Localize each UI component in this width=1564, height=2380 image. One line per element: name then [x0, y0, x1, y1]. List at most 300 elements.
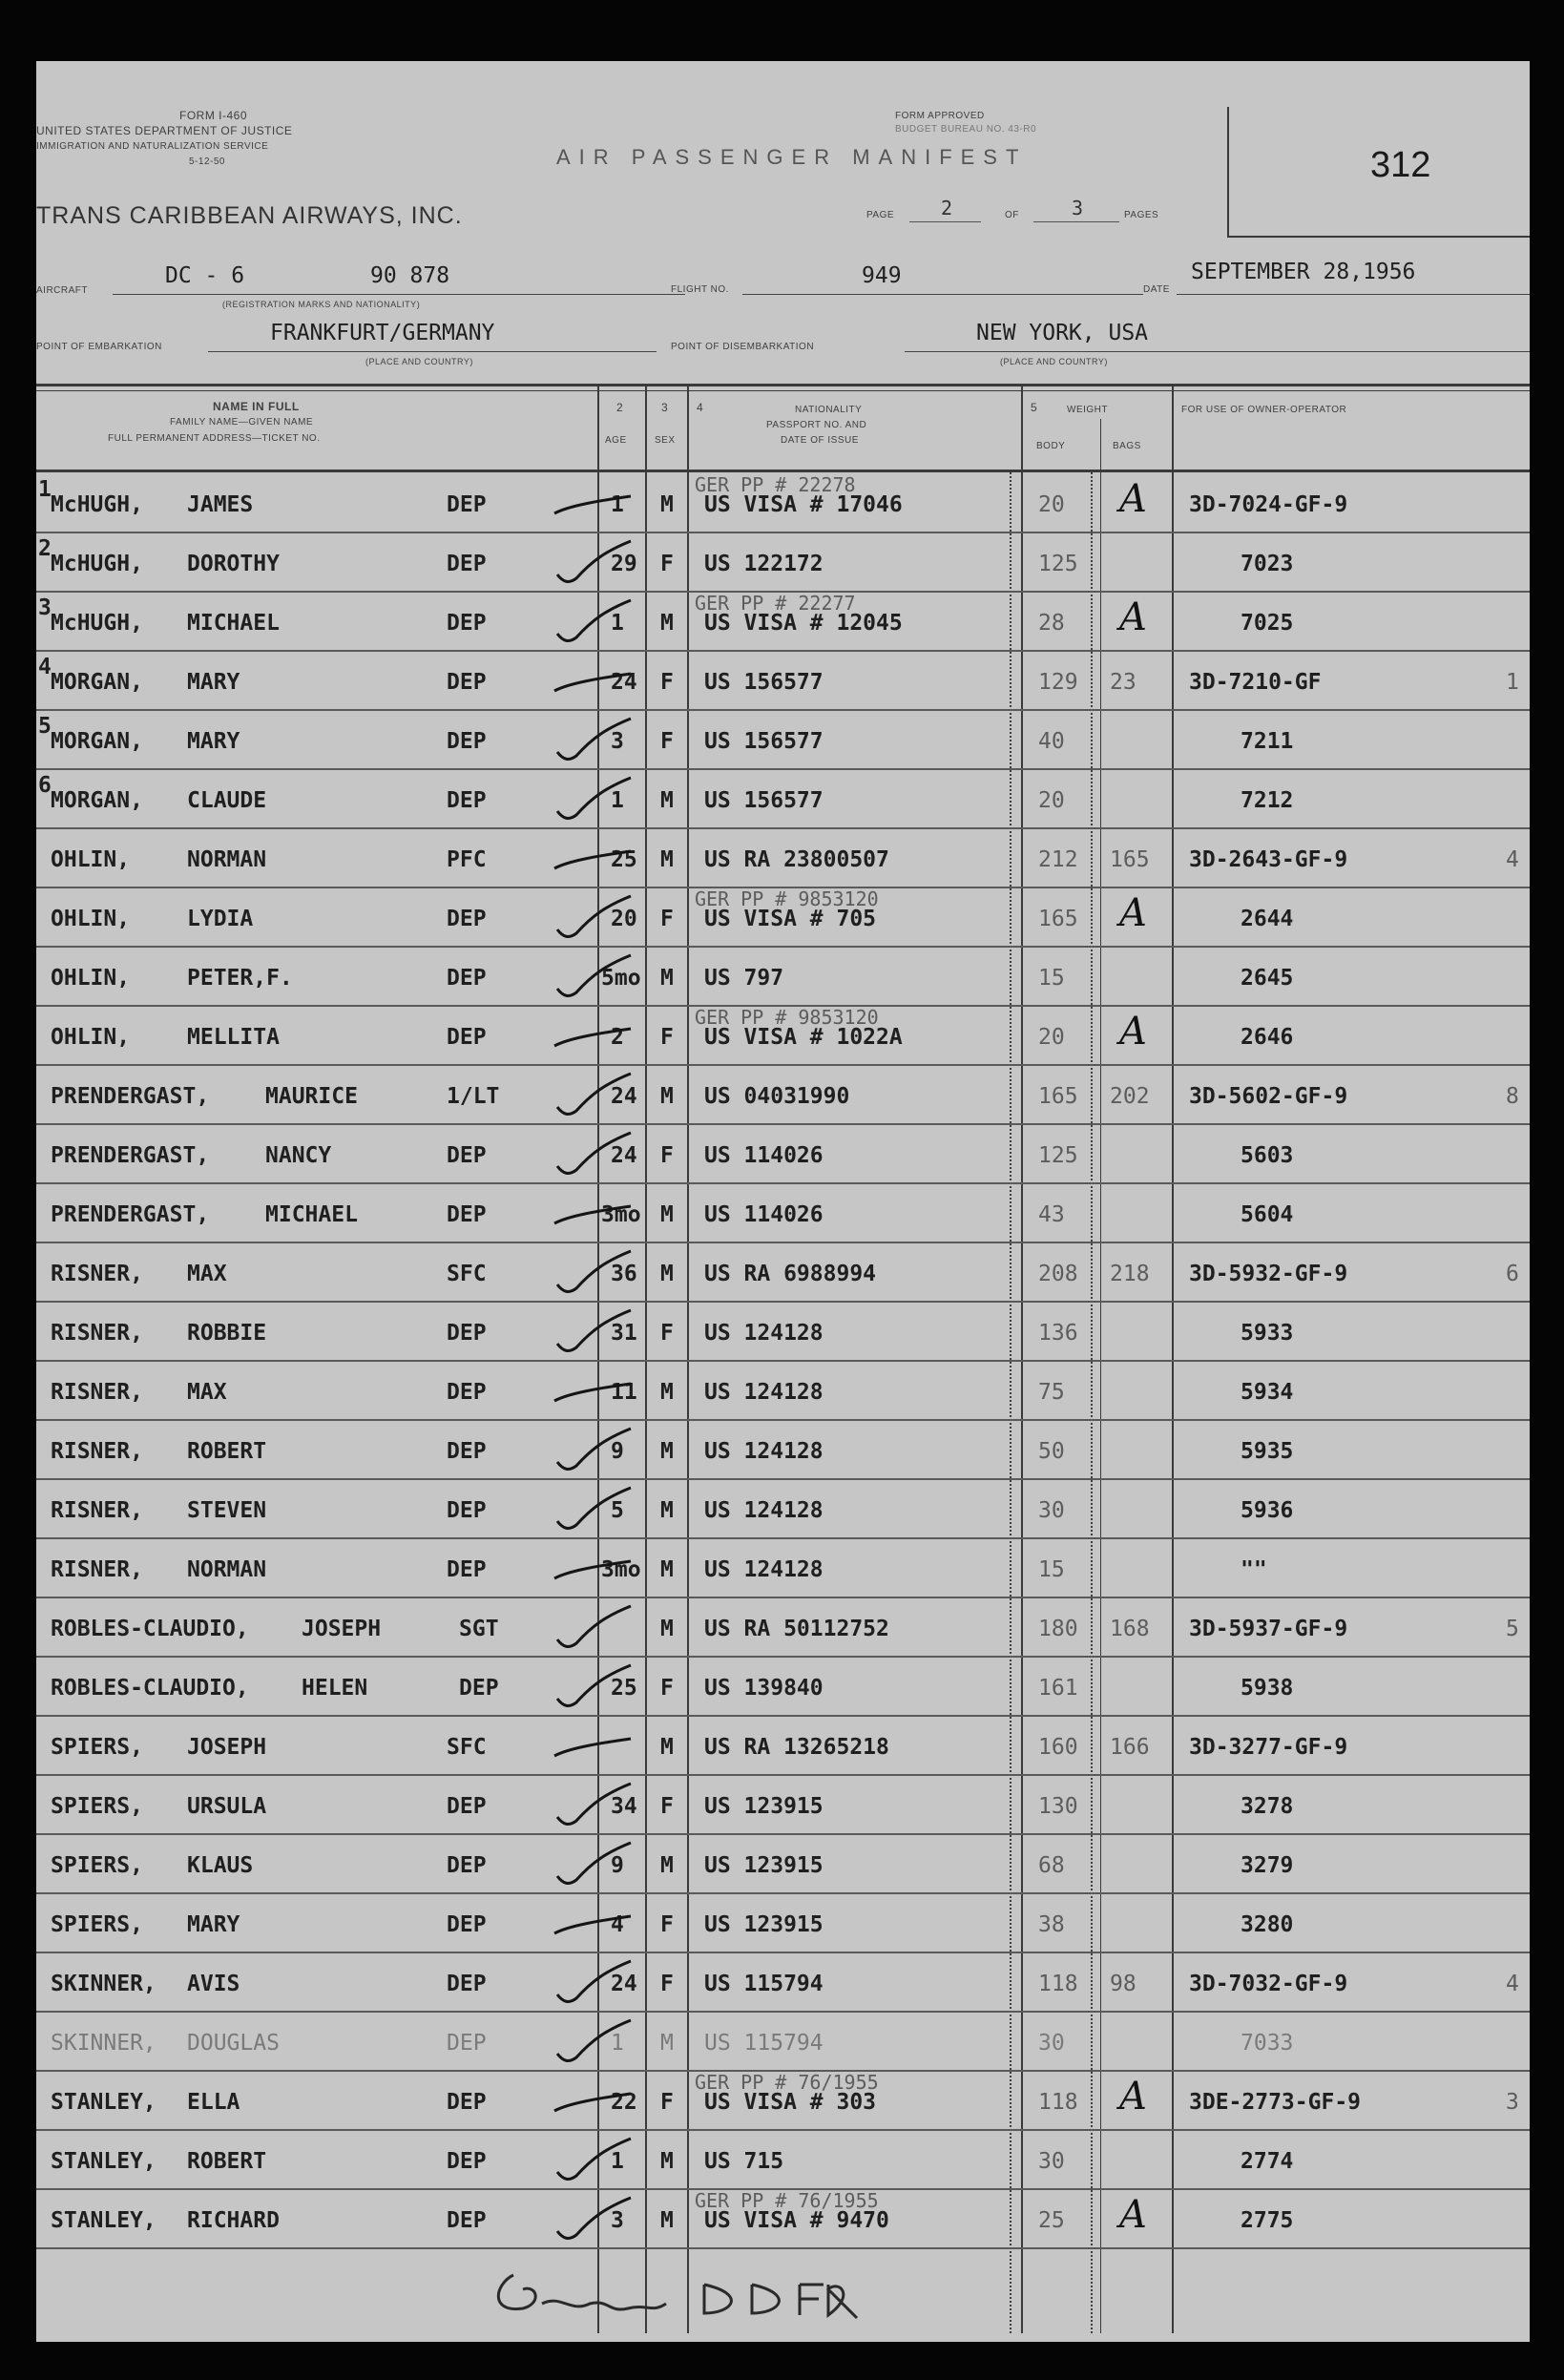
nationality-passport: US 156577 [704, 729, 824, 754]
age: 24 [611, 670, 637, 695]
sex: M [660, 1557, 674, 1582]
sex: M [660, 1262, 674, 1286]
owner-operator-ref: 7033 [1241, 2031, 1294, 2056]
body-weight: 118 [1038, 1972, 1078, 1996]
sex: M [660, 2031, 674, 2056]
passenger-category: DEP [447, 1321, 487, 1346]
passenger-category: 1/LT [447, 1084, 500, 1109]
body-weight: 212 [1038, 847, 1078, 872]
family-name: RISNER, [51, 1557, 143, 1582]
aircraft-value: DC - 6 [165, 263, 245, 288]
family-name: OHLIN, [51, 966, 131, 991]
nationality-passport: US RA 23800507 [704, 847, 889, 872]
body-weight: 165 [1038, 1084, 1078, 1109]
passenger-row [36, 1597, 1530, 1657]
passenger-category: SGT [459, 1617, 499, 1641]
passenger-category: DEP [447, 2090, 487, 2115]
passenger-row [36, 1242, 1530, 1302]
check-mark [550, 1305, 636, 1363]
passenger-row [36, 2189, 1530, 2248]
owner-operator-ref: 5604 [1241, 1202, 1294, 1227]
pages-label: PAGES [1124, 210, 1159, 220]
sex: M [660, 1380, 674, 1405]
passenger-row [36, 1302, 1530, 1361]
passenger-category: DEP [447, 788, 487, 813]
bag-count: 1 [1506, 670, 1519, 695]
family-name: McHUGH, [51, 611, 143, 636]
age: 24 [611, 1084, 637, 1109]
sex: M [660, 2208, 674, 2233]
manifest-sheet [36, 61, 1530, 2342]
passenger-category: DEP [447, 2149, 487, 2174]
nationality-passport: US 124128 [704, 1380, 824, 1405]
nationality-passport: US VISA # 1022A [704, 1025, 903, 1050]
given-name: PETER,F. [187, 966, 293, 991]
owner-operator-ref: 5934 [1241, 1380, 1294, 1405]
passenger-row [36, 1065, 1530, 1124]
family-name: SPIERS, [51, 1794, 143, 1819]
body-weight: 160 [1038, 1735, 1078, 1760]
given-name: NORMAN [187, 1557, 267, 1582]
passport-line: GER PP # 9853120 [695, 1006, 879, 1029]
passenger-category: DEP [447, 1202, 487, 1227]
passenger-row [36, 947, 1530, 1006]
nationality-passport: US 122172 [704, 552, 824, 576]
bag-count: 8 [1506, 1084, 1519, 1109]
age: 1 [611, 788, 624, 813]
passenger-row [36, 651, 1530, 710]
check-mark [550, 1483, 636, 1540]
owner-operator-ref: 3280 [1241, 1912, 1294, 1937]
sex: F [660, 1321, 674, 1346]
disembarkation-caption: (PLACE AND COUNTRY) [1000, 357, 1108, 366]
sex: F [660, 1972, 674, 1996]
body-weight: 20 [1038, 1025, 1065, 1050]
bag-count: 4 [1506, 1972, 1519, 1996]
passenger-row [36, 1716, 1530, 1775]
check-mark [550, 595, 636, 653]
passenger-category: DEP [447, 1498, 487, 1523]
row-divider [36, 2247, 1530, 2249]
col6-label: FOR USE OF OWNER-OPERATOR [1181, 405, 1347, 415]
passenger-row [36, 473, 1530, 532]
passenger-row [36, 828, 1530, 887]
check-mark [550, 2015, 636, 2073]
col5-body: BODY [1036, 441, 1066, 451]
registration-value: 90 878 [370, 263, 450, 288]
check-mark [550, 1897, 636, 1954]
check-mark [550, 1010, 636, 1067]
nationality-passport: US 797 [704, 966, 784, 991]
nationality-passport: US 139840 [704, 1676, 824, 1701]
passenger-category: DEP [459, 1676, 499, 1701]
owner-operator-ref: 7212 [1241, 788, 1294, 813]
sex: M [660, 492, 674, 517]
col4-line1: NATIONALITY [795, 405, 863, 415]
check-mark [550, 773, 636, 830]
check-mark [550, 1069, 636, 1126]
passenger-row [36, 1183, 1530, 1242]
family-name: RISNER, [51, 1439, 143, 1464]
col3-label: SEX [655, 435, 676, 446]
family-name: RISNER, [51, 1262, 143, 1286]
passenger-row [36, 1952, 1530, 2012]
bags-weight: 165 [1110, 847, 1150, 872]
owner-operator-ref: 7025 [1241, 611, 1294, 636]
age: 36 [611, 1262, 637, 1286]
body-weight: 43 [1038, 1202, 1065, 1227]
nationality-passport: US 124128 [704, 1498, 824, 1523]
age: 22 [611, 2090, 637, 2115]
flight-label: FLIGHT NO. [671, 284, 729, 295]
given-name: ELLA [187, 2090, 240, 2115]
sex: F [660, 670, 674, 695]
body-weight: 180 [1038, 1617, 1078, 1641]
sex: M [660, 1202, 674, 1227]
family-name: MORGAN, [51, 788, 143, 813]
col4-line3: DATE OF ISSUE [781, 435, 859, 446]
passport-line: GER PP # 76/1955 [695, 2071, 879, 2094]
age: 5mo [601, 966, 641, 991]
flight-value: 949 [862, 263, 902, 288]
bags-weight: 168 [1110, 1617, 1150, 1641]
owner-operator-ref: 3D-2643-GF-9 [1189, 847, 1348, 872]
given-name: URSULA [187, 1794, 267, 1819]
handwritten-a-mark: A [1119, 477, 1147, 521]
body-weight: 15 [1038, 1557, 1065, 1582]
given-name: CLAUDE [187, 788, 267, 813]
manifest-title: AIR PASSENGER MANIFEST [556, 145, 1028, 169]
age: 3 [611, 729, 624, 754]
age: 3mo [601, 1557, 641, 1582]
age: 4 [611, 1912, 624, 1937]
age: 34 [611, 1794, 637, 1819]
passenger-row [36, 1361, 1530, 1420]
given-name: STEVEN [187, 1498, 267, 1523]
handwritten-a-mark: A [1119, 2075, 1147, 2119]
body-weight: 15 [1038, 966, 1065, 991]
age: 5 [611, 1498, 624, 1523]
form-date: 5-12-50 [189, 157, 225, 167]
disembarkation-value: NEW YORK, USA [976, 321, 1149, 345]
owner-operator-ref: 3D-5602-GF-9 [1189, 1084, 1348, 1109]
age: 3 [611, 2208, 624, 2233]
passenger-row [36, 2012, 1530, 2071]
body-weight: 129 [1038, 670, 1078, 695]
nationality-passport: US 114026 [704, 1143, 824, 1168]
registration-caption: (REGISTRATION MARKS AND NATIONALITY) [222, 300, 421, 309]
family-name: RISNER, [51, 1380, 143, 1405]
family-name: OHLIN, [51, 1025, 131, 1050]
body-weight: 75 [1038, 1380, 1065, 1405]
check-mark [550, 1187, 636, 1244]
family-name: RISNER, [51, 1498, 143, 1523]
col5-bags: BAGS [1113, 441, 1141, 451]
passenger-category: DEP [447, 2208, 487, 2233]
family-name: STANLEY, [51, 2208, 156, 2233]
sex: M [660, 1084, 674, 1109]
family-name: ROBLES-CLAUDIO, [51, 1617, 249, 1641]
given-name: MARY [187, 1912, 240, 1937]
row-number: 2 [38, 536, 52, 561]
owner-operator-ref: 5603 [1241, 1143, 1294, 1168]
passenger-category: DEP [447, 1972, 487, 1996]
bags-weight: 218 [1110, 1262, 1150, 1286]
check-mark [550, 950, 636, 1008]
page-value: 2 [941, 197, 953, 219]
given-name: JOSEPH [302, 1617, 382, 1641]
nationality-passport: US 124128 [704, 1321, 824, 1346]
check-mark [550, 1542, 636, 1599]
age: 24 [611, 1972, 637, 1996]
given-name: MELLITA [187, 1025, 280, 1050]
owner-operator-ref: 3DE-2773-GF-9 [1189, 2090, 1362, 2115]
given-name: MARY [187, 729, 240, 754]
passport-line: GER PP # 22277 [695, 592, 856, 615]
check-mark [550, 1601, 636, 1659]
page-label: PAGE [866, 210, 895, 220]
sex: F [660, 2090, 674, 2115]
passenger-category: DEP [447, 1853, 487, 1878]
age: 11 [611, 1380, 637, 1405]
body-weight: 30 [1038, 1498, 1065, 1523]
check-mark [550, 891, 636, 949]
body-weight: 161 [1038, 1676, 1078, 1701]
age: 1 [611, 492, 624, 517]
check-mark [550, 2193, 636, 2250]
body-weight: 30 [1038, 2149, 1065, 2174]
given-name: LYDIA [187, 907, 254, 931]
nationality-passport: US 123915 [704, 1853, 824, 1878]
passenger-category: DEP [447, 670, 487, 695]
given-name: ROBERT [187, 1439, 267, 1464]
check-mark [550, 1838, 636, 1895]
body-weight: 130 [1038, 1794, 1078, 1819]
page-number: 312 [1370, 145, 1431, 185]
body-weight: 165 [1038, 907, 1078, 931]
passenger-row [36, 1479, 1530, 1538]
family-name: SKINNER, [51, 2031, 156, 2056]
check-mark [550, 1660, 636, 1718]
row-number: 4 [38, 655, 52, 679]
passenger-category: DEP [447, 1439, 487, 1464]
family-name: MORGAN, [51, 729, 143, 754]
signature [485, 2256, 866, 2342]
owner-operator-ref: 2774 [1241, 2149, 1294, 2174]
body-weight: 28 [1038, 611, 1065, 636]
passenger-row [36, 532, 1530, 592]
given-name: MAURICE [265, 1084, 358, 1109]
sex: F [660, 907, 674, 931]
sex: F [660, 1794, 674, 1819]
passenger-category: DEP [447, 966, 487, 991]
sex: M [660, 2149, 674, 2174]
family-name: SKINNER, [51, 1972, 156, 1996]
owner-operator-ref: 3279 [1241, 1853, 1294, 1878]
sex: F [660, 1143, 674, 1168]
budget-bureau: BUDGET BUREAU NO. 43-R0 [895, 124, 1037, 135]
family-name: PRENDERGAST, [51, 1084, 210, 1109]
col5-number: 5 [1031, 401, 1038, 414]
check-mark [550, 2075, 636, 2132]
passport-line: GER PP # 76/1955 [695, 2189, 879, 2212]
passenger-category: DEP [447, 492, 487, 517]
nationality-passport: US 123915 [704, 1794, 824, 1819]
owner-operator-ref: 5936 [1241, 1498, 1294, 1523]
bags-weight: 202 [1110, 1084, 1150, 1109]
owner-operator-ref: 3D-5937-GF-9 [1189, 1617, 1348, 1641]
nationality-passport: US VISA # 12045 [704, 611, 903, 636]
nationality-passport: US 124128 [704, 1439, 824, 1464]
form-approved: FORM APPROVED [895, 111, 985, 121]
owner-operator-ref: 2645 [1241, 966, 1294, 991]
nationality-passport: US RA 50112752 [704, 1617, 889, 1641]
family-name: ROBLES-CLAUDIO, [51, 1676, 249, 1701]
owner-operator-ref: 5935 [1241, 1439, 1294, 1464]
age: 25 [611, 1676, 637, 1701]
owner-operator-ref: 3D-3277-GF-9 [1189, 1735, 1348, 1760]
owner-operator-ref: 5938 [1241, 1676, 1294, 1701]
sex: M [660, 847, 674, 872]
owner-operator-ref: 3278 [1241, 1794, 1294, 1819]
given-name: NANCY [265, 1143, 332, 1168]
owner-operator-ref: 7211 [1241, 729, 1294, 754]
family-name: McHUGH, [51, 492, 143, 517]
passenger-row [36, 1006, 1530, 1065]
disembarkation-label: POINT OF DISEMBARKATION [671, 342, 815, 352]
passenger-row [36, 710, 1530, 769]
body-weight: 125 [1038, 1143, 1078, 1168]
col4-line2: PASSPORT NO. AND [766, 420, 867, 430]
passenger-row [36, 1893, 1530, 1952]
given-name: MICHAEL [265, 1202, 358, 1227]
passenger-row [36, 1775, 1530, 1834]
sex: M [660, 788, 674, 813]
given-name: AVIS [187, 1972, 240, 1996]
nationality-passport: US 115794 [704, 1972, 824, 1996]
age: 1 [611, 611, 624, 636]
body-weight: 20 [1038, 788, 1065, 813]
body-weight: 136 [1038, 1321, 1078, 1346]
passenger-row [36, 769, 1530, 828]
check-mark [550, 1720, 636, 1777]
check-mark [550, 1956, 636, 2014]
family-name: MORGAN, [51, 670, 143, 695]
embarkation-value: FRANKFURT/GERMANY [270, 321, 495, 345]
col1-line1: NAME IN FULL [213, 400, 300, 413]
nationality-passport: US 115794 [704, 2031, 824, 2056]
sex: M [660, 1439, 674, 1464]
sex: F [660, 729, 674, 754]
passport-line: GER PP # 22278 [695, 473, 856, 496]
owner-operator-ref: 2646 [1241, 1025, 1294, 1050]
age: 9 [611, 1439, 624, 1464]
body-weight: 68 [1038, 1853, 1065, 1878]
sex: F [660, 1025, 674, 1050]
age: 31 [611, 1321, 637, 1346]
body-weight: 25 [1038, 2208, 1065, 2233]
passenger-category: DEP [447, 1794, 487, 1819]
aircraft-label: AIRCRAFT [36, 285, 88, 296]
owner-operator-ref: 2775 [1241, 2208, 1294, 2233]
body-weight: 208 [1038, 1262, 1078, 1286]
form-number: FORM I-460 [179, 109, 248, 122]
owner-operator-ref: 5933 [1241, 1321, 1294, 1346]
given-name: ROBERT [187, 2149, 267, 2174]
family-name: SPIERS, [51, 1735, 143, 1760]
given-name: JAMES [187, 492, 254, 517]
passenger-row [36, 1538, 1530, 1597]
nationality-passport: US RA 13265218 [704, 1735, 889, 1760]
given-name: RICHARD [187, 2208, 280, 2233]
owner-operator-ref: 3D-7210-GF [1189, 670, 1322, 695]
age: 3mo [601, 1202, 641, 1227]
check-mark [550, 1365, 636, 1422]
col1-line3: FULL PERMANENT ADDRESS—TICKET NO. [108, 433, 321, 444]
check-mark [550, 536, 636, 594]
passport-line: GER PP # 9853120 [695, 887, 879, 910]
owner-operator-ref: "" [1241, 1557, 1267, 1582]
passenger-row [36, 2130, 1530, 2189]
passenger-category: SFC [447, 1735, 487, 1760]
carrier-name: TRANS CARIBBEAN AIRWAYS, INC. [36, 202, 463, 229]
row-number: 1 [38, 477, 52, 502]
owner-operator-ref: 3D-5932-GF-9 [1189, 1262, 1348, 1286]
check-mark [550, 1246, 636, 1304]
col2-label: AGE [605, 435, 627, 446]
age: 1 [611, 2149, 624, 2174]
body-weight: 50 [1038, 1439, 1065, 1464]
sex: M [660, 1735, 674, 1760]
family-name: OHLIN, [51, 907, 131, 931]
check-mark [550, 832, 636, 889]
given-name: ROBBIE [187, 1321, 267, 1346]
age: 25 [611, 847, 637, 872]
date-label: DATE [1143, 284, 1170, 295]
passenger-category: SFC [447, 1262, 487, 1286]
given-name: NORMAN [187, 847, 267, 872]
of-label: OF [1005, 210, 1019, 220]
owner-operator-ref: 3D-7024-GF-9 [1189, 492, 1348, 517]
body-weight: 30 [1038, 2031, 1065, 2056]
family-name: PRENDERGAST, [51, 1202, 210, 1227]
col2-number: 2 [616, 401, 624, 414]
passenger-category: DEP [447, 552, 487, 576]
given-name: MARY [187, 670, 240, 695]
sex: M [660, 1853, 674, 1878]
passenger-row [36, 2071, 1530, 2130]
family-name: PRENDERGAST, [51, 1143, 210, 1168]
given-name: MAX [187, 1262, 227, 1286]
age: 29 [611, 552, 637, 576]
nationality-passport: US 156577 [704, 670, 824, 695]
row-number: 5 [38, 714, 52, 739]
passenger-category: DEP [447, 1143, 487, 1168]
bags-weight: 166 [1110, 1735, 1150, 1760]
nationality-passport: US 156577 [704, 788, 824, 813]
check-mark [550, 1128, 636, 1185]
bags-weight: 23 [1110, 670, 1137, 695]
col5-label: WEIGHT [1067, 405, 1108, 415]
passenger-category: DEP [447, 907, 487, 931]
passenger-category: DEP [447, 1912, 487, 1937]
passenger-category: PFC [447, 847, 487, 872]
bag-count: 3 [1506, 2090, 1519, 2115]
check-mark [550, 2134, 636, 2191]
bag-count: 6 [1506, 1262, 1519, 1286]
nationality-passport: US VISA # 705 [704, 907, 877, 931]
sex: M [660, 966, 674, 991]
